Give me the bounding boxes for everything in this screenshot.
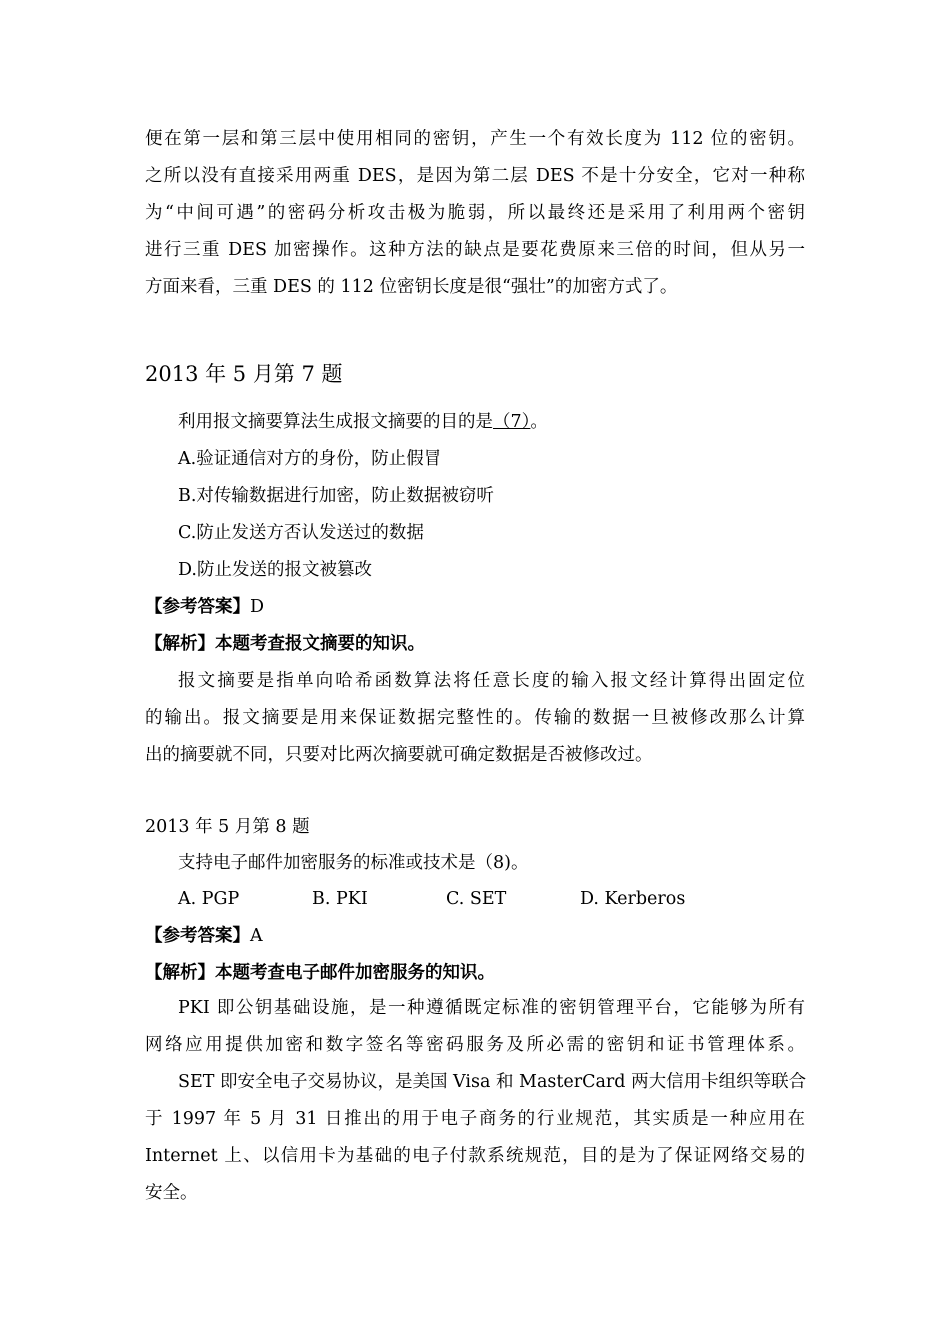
q7-heading: 2013 年 5 月第 7 题 bbox=[145, 362, 343, 386]
q7-option-b: B.对传输数据进行加密，防止数据被窃听 bbox=[178, 486, 494, 506]
q7-explanation-3: 出的摘要就不同，只要对比两次摘要就可确定数据是否被修改过。 bbox=[145, 745, 653, 765]
intro-line-3: 为“中间可遇”的密码分析攻击极为脆弱，所以最终还是采用了利用两个密钥 bbox=[145, 203, 805, 223]
q8-option-a: A. PGP bbox=[178, 889, 240, 909]
intro-line-5: 方面来看，三重 DES 的 112 位密钥长度是很“强壮”的加密方式了。 bbox=[145, 277, 678, 297]
q7-explanation-1: 报文摘要是指单向哈希函数算法将任意长度的输入报文经计算得出固定位 bbox=[178, 671, 805, 691]
q7-option-a: A.验证通信对方的身份，防止假冒 bbox=[178, 449, 442, 469]
q7-stem-text: 利用报文摘要算法生成报文摘要的目的是 bbox=[178, 412, 493, 432]
q8-option-b: B. PKI bbox=[312, 889, 368, 909]
q7-answer bbox=[145, 595, 805, 619]
q7-option-c: C.防止发送方否认发送过的数据 bbox=[178, 523, 424, 543]
intro-line-1: 便在第一层和第三层中使用相同的密钥，产生一个有效长度为 112 位的密钥。 bbox=[145, 129, 805, 149]
q7-answer-label: 【参考答案】 bbox=[145, 597, 250, 617]
q8-answer-value: A bbox=[250, 926, 263, 946]
q7-answer-value: D bbox=[250, 597, 265, 617]
intro-line-2: 之所以没有直接采用两重 DES，是因为第二层 DES 不是十分安全，它对一种称 bbox=[145, 166, 805, 186]
q7-analysis: 【解析】本题考查报文摘要的知识。 bbox=[145, 634, 425, 654]
q8-answer-label: 【参考答案】 bbox=[145, 926, 250, 946]
q8-option-c: C. SET bbox=[446, 889, 507, 909]
q8-explanation-3: SET 即安全电子交易协议，是美国 Visa 和 MasterCard 两大信用卡组织等联合 bbox=[178, 1072, 807, 1092]
q8-option-d: D. Kerberos bbox=[580, 889, 686, 909]
q7-option-d: D.防止发送的报文被篡改 bbox=[178, 560, 372, 580]
q8-heading: 2013 年 5 月第 8 题 bbox=[145, 817, 310, 837]
q8-explanation-5: Internet 上、以信用卡为基础的电子付款系统规范，目的是为了保证网络交易的 bbox=[145, 1146, 805, 1166]
q8-explanation-6: 安全。 bbox=[145, 1183, 198, 1203]
q8-answer bbox=[145, 924, 805, 948]
q8-explanation-1: PKI 即公钥基础设施，是一种遵循既定标准的密钥管理平台，它能够为所有 bbox=[178, 998, 805, 1018]
q7-blank: （7） bbox=[493, 412, 531, 432]
q7-stem-end: 。 bbox=[530, 412, 548, 432]
q8-stem: 支持电子邮件加密服务的标准或技术是（8)。 bbox=[178, 853, 529, 873]
q7-stem bbox=[178, 410, 805, 434]
q8-analysis: 【解析】本题考查电子邮件加密服务的知识。 bbox=[145, 963, 495, 983]
q8-explanation-4: 于 1997 年 5 月 31 日推出的用于电子商务的行业规范，其实质是一种应用在 bbox=[145, 1109, 805, 1129]
intro-line-4: 进行三重 DES 加密操作。这种方法的缺点是要花费原来三倍的时间，但从另一 bbox=[145, 240, 805, 260]
q8-explanation-2: 网络应用提供加密和数字签名等密码服务及所必需的密钥和证书管理体系。 bbox=[145, 1035, 805, 1055]
q7-explanation-2: 的输出。报文摘要是用来保证数据完整性的。传输的数据一旦被修改那么计算 bbox=[145, 708, 805, 728]
